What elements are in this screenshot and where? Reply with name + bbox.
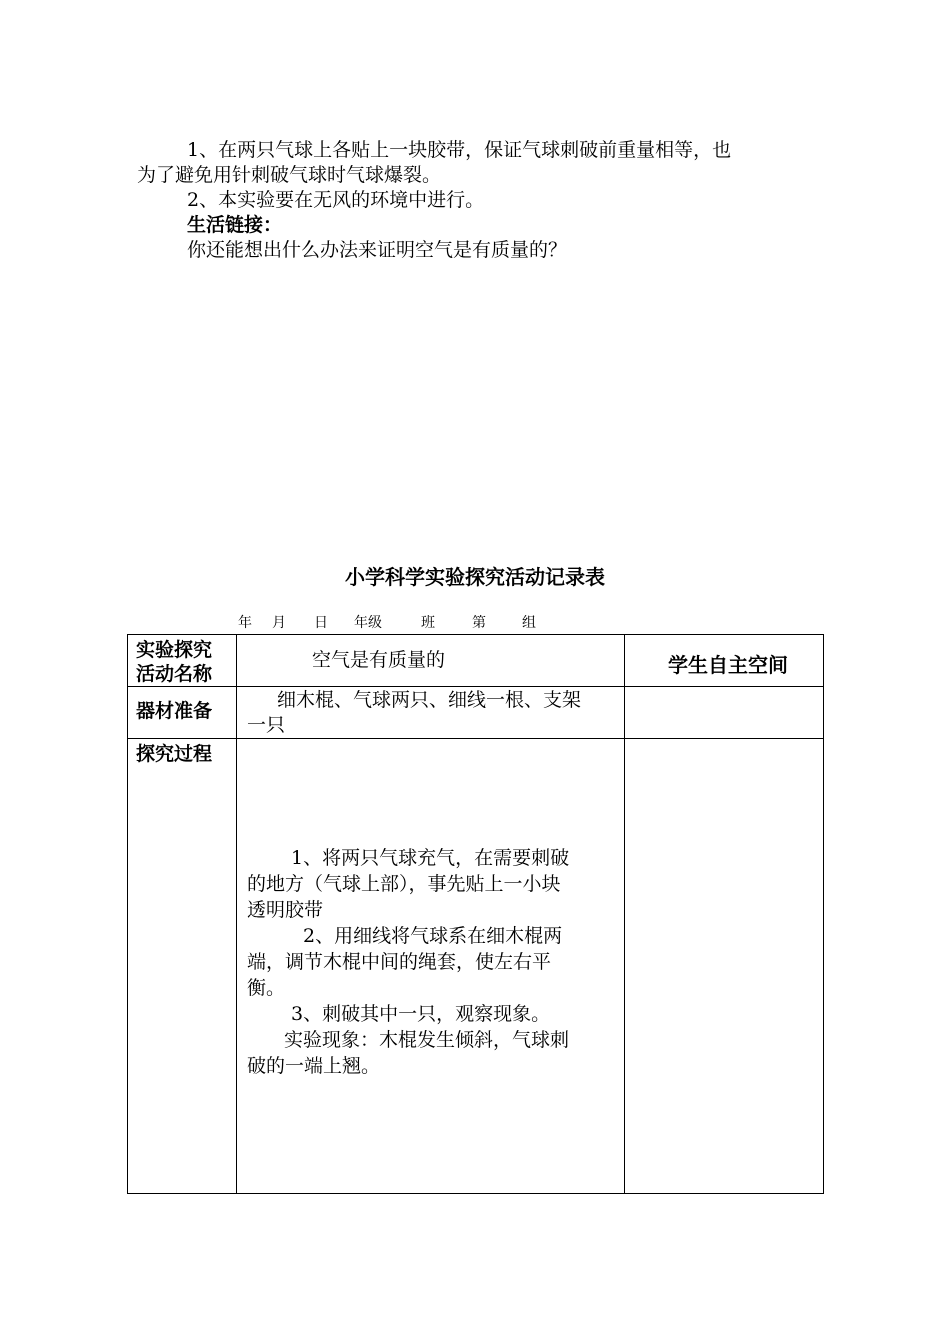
date-grade: 年级 — [354, 615, 382, 631]
date-group: 组 — [522, 615, 536, 631]
materials-label: 器材准备 — [128, 687, 237, 739]
date-month: 月 — [272, 615, 286, 631]
date-year: 年 — [238, 615, 252, 631]
materials-line-2: 一只 — [247, 714, 286, 736]
process-student-cell — [625, 739, 824, 1194]
row-process — [128, 739, 824, 1194]
process-line: 破的一端上翘。 — [247, 1055, 381, 1077]
process-line: 的地方（气球上部），事先贴上一小块 — [247, 873, 561, 895]
process-line: 实验现象：木棍发生倾斜，气球刺 — [284, 1029, 570, 1051]
record-title: 小学科学实验探究活动记录表 — [345, 565, 605, 589]
date-number: 第 — [472, 615, 486, 631]
process-line: 2、用细线将气球系在细木棍两 — [303, 925, 563, 947]
student-space-label: 学生自主空间 — [668, 653, 788, 677]
life-link-heading: 生活链接： — [187, 214, 283, 236]
life-link-question: 你还能想出什么办法来证明空气是有质量的？ — [187, 239, 568, 261]
process-line: 3、刺破其中一只，观察现象。 — [291, 1003, 551, 1025]
activity-name-value: 空气是有质量的 — [312, 649, 446, 671]
activity-name-cell — [237, 635, 625, 687]
date-class: 班 — [421, 615, 435, 631]
row-activity-name — [128, 635, 824, 687]
activity-name-label: 实验探究 活动名称 — [128, 635, 237, 687]
process-line: 1、将两只气球充气，在需要刺破 — [291, 847, 570, 869]
row-materials — [128, 687, 824, 739]
note-line-2: 为了避免用针刺破气球时气球爆裂。 — [137, 164, 442, 186]
date-day: 日 — [314, 615, 328, 631]
process-line: 透明胶带 — [247, 899, 324, 921]
materials-line-1: 细木棍、气球两只、细线一根、支架 — [277, 689, 582, 711]
process-label: 探究过程 — [128, 739, 237, 1194]
materials-student-cell — [625, 687, 824, 739]
record-table — [127, 634, 824, 1194]
materials-cell — [237, 687, 625, 739]
note-line-3: 2、本实验要在无风的环境中进行。 — [187, 189, 485, 211]
process-cell — [237, 739, 625, 1194]
process-line: 衡。 — [247, 977, 286, 999]
student-space-header-cell — [625, 635, 824, 687]
note-line-1: 1、在两只气球上各贴上一块胶带，保证气球刺破前重量相等，也 — [187, 139, 732, 161]
process-line: 端，调节木棍中间的绳套，使左右平 — [247, 951, 552, 973]
